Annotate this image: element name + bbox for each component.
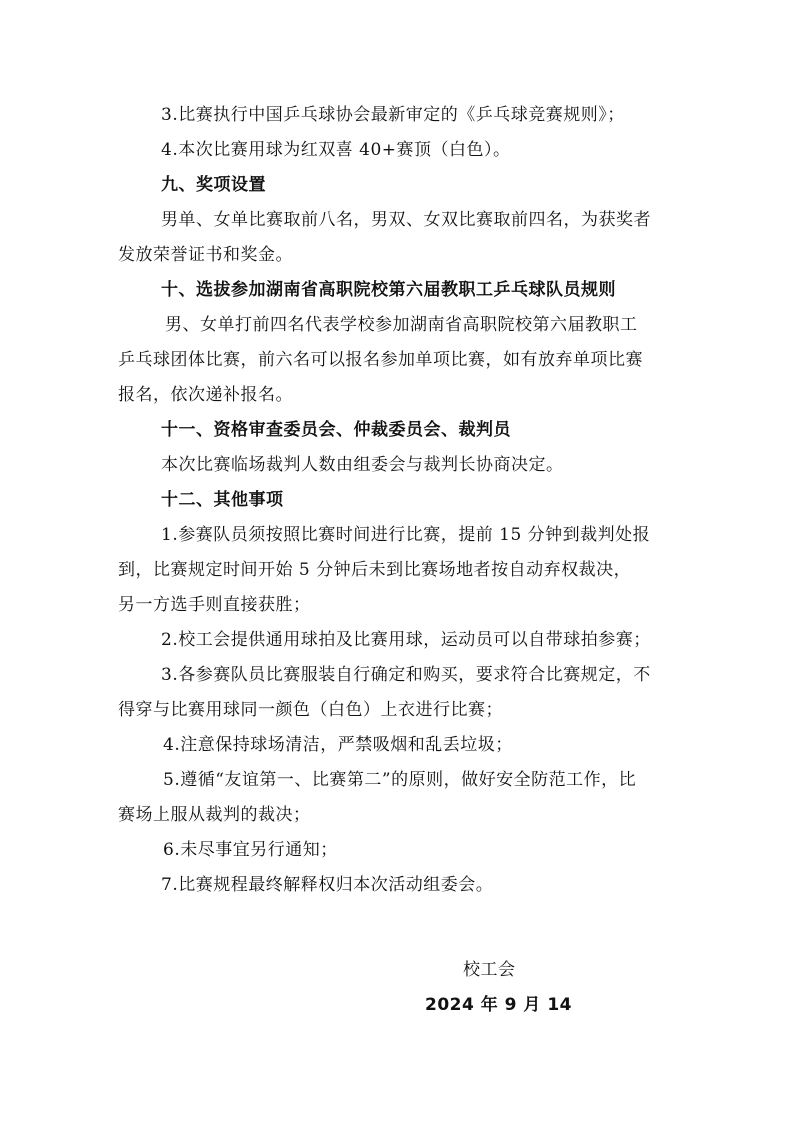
- item-1-line-2: 到，比赛规定时间开始 5 分钟后未到比赛场地者按自动弃权裁决，: [118, 560, 632, 580]
- item-3-line-1: 3.各参赛队员比赛服装自行确定和购买，要求符合比赛规定，不: [161, 665, 651, 685]
- section-10-text-line-3: 报名，依次递补报名。: [118, 385, 293, 405]
- signature-date: 2024 年 9 月 14: [425, 995, 572, 1015]
- section-11-text: 本次比赛临场裁判人数由组委会与裁判长协商决定。: [161, 455, 564, 475]
- item-6: 6.未尽事宜另行通知；: [163, 840, 338, 860]
- rule-item-3: 3.比赛执行中国乒乓球协会最新审定的《乒乓球竞赛规则》；: [161, 105, 625, 125]
- section-10-text-line-1: 男、女单打前四名代表学校参加湖南省高职院校第六届教职工: [165, 315, 638, 335]
- section-10-heading: 十、选拔参加湖南省高职院校第六届教职工乒乓球队员规则: [161, 280, 616, 300]
- section-10-text-line-2: 乒乓球团体比赛，前六名可以报名参加单项比赛，如有放弃单项比赛: [118, 350, 643, 370]
- item-4: 4.注意保持球场清洁，严禁吸烟和乱丢垃圾；: [163, 735, 513, 755]
- section-11-heading: 十一、资格审查委员会、仲裁委员会、裁判员: [161, 420, 511, 440]
- section-12-heading: 十二、其他事项: [161, 490, 284, 510]
- item-7: 7.比赛规程最终解释权归本次活动组委会。: [161, 875, 494, 895]
- item-5-line-2: 赛场上服从裁判的裁决；: [118, 805, 311, 825]
- item-1-line-3: 另一方选手则直接获胜；: [118, 595, 311, 615]
- item-2: 2.校工会提供通用球拍及比赛用球，运动员可以自带球拍参赛；: [161, 630, 651, 650]
- rule-item-4: 4.本次比赛用球为红双喜 40+赛顶（白色）。: [161, 140, 511, 160]
- section-9-text-line-2: 发放荣誉证书和奖金。: [118, 245, 293, 265]
- item-1-line-1: 1.参赛队员须按照比赛时间进行比赛，提前 15 分钟到裁判处报: [161, 525, 651, 545]
- section-9-heading: 九、奖项设置: [161, 175, 266, 195]
- item-5-line-1: 5.遵循“友谊第一、比赛第二”的原则，做好安全防范工作，比: [163, 770, 637, 790]
- item-3-line-2: 得穿与比赛用球同一颜色（白色）上衣进行比赛；: [118, 700, 503, 720]
- signature-org: 校工会: [463, 960, 516, 980]
- section-9-text-line-1: 男单、女单比赛取前八名，男双、女双比赛取前四名，为获奖者: [161, 210, 651, 230]
